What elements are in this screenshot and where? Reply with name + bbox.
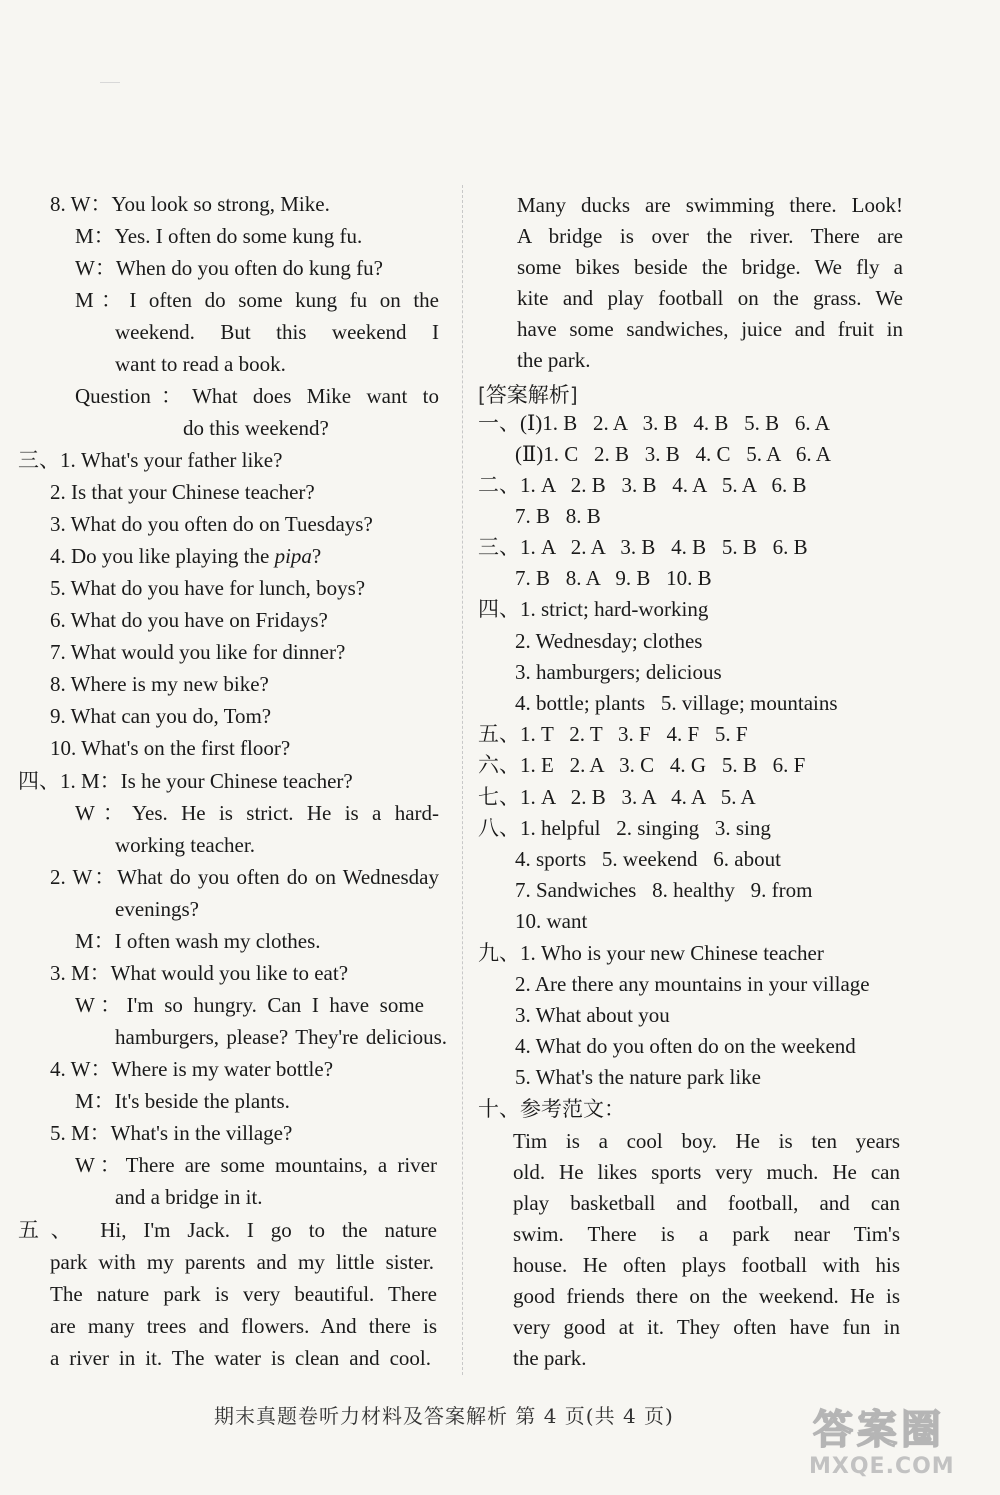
text-line: Question：What does Mike want to <box>75 384 439 408</box>
text-line: W：There are some mountains, a river <box>75 1153 437 1177</box>
answer-line: 3. hamburgers; delicious <box>515 660 722 684</box>
text-line: have some sandwiches, juice and fruit in <box>517 317 903 341</box>
text-line: want to read a book. <box>115 352 286 376</box>
answer-line: 4. What do you often do on the weekend <box>515 1034 856 1058</box>
text-line: 五、 Hi, I'm Jack. I go to the nature <box>18 1218 437 1242</box>
text-line: 10. What's on the first floor? <box>50 736 291 760</box>
answer-line: 十、参考范文： <box>478 1097 625 1121</box>
text-line: M：I often wash my clothes. <box>75 929 321 953</box>
text-line: 9. What can you do, Tom? <box>50 704 272 728</box>
answer-line: 八、1. helpful 2. singing 3. sing <box>478 816 771 840</box>
text-line: 7. What would you like for dinner? <box>50 640 346 664</box>
answer-line: house. He often plays football with his <box>513 1253 900 1277</box>
answer-line: 2. Wednesday; clothes <box>515 629 703 653</box>
text-line: are many trees and flowers. And there is <box>50 1314 437 1338</box>
answer-line: 五、1. T 2. T 3. F 4. F 5. F <box>478 722 748 746</box>
answer-line: 四、1. strict; hard-working <box>478 597 709 621</box>
text-line: 3. What do you often do on Tuesdays? <box>50 512 373 536</box>
answer-line: 九、1. Who is your new Chinese teacher <box>478 941 824 965</box>
answer-line: 5. What's the nature park like <box>515 1065 761 1089</box>
text-line: 四、1. M：Is he your Chinese teacher? <box>18 769 353 793</box>
text-line: and a bridge in it. <box>115 1185 263 1209</box>
answer-line: the park. <box>513 1346 587 1370</box>
bracket-close: ] <box>569 383 578 407</box>
text-line: 5. What do you have for lunch, boys? <box>50 576 366 600</box>
text-line: 3. M：What would you like to eat? <box>50 961 349 985</box>
text-line: evenings? <box>115 897 199 921</box>
answer-line: 4. sports 5. weekend 6. about <box>515 847 781 871</box>
text-line: hamburgers, please? They're delicious. <box>115 1025 447 1049</box>
answer-line: very good at it. They often have fun in <box>513 1315 900 1339</box>
text-line: working teacher. <box>115 833 255 857</box>
answer-line: 7. B 8. B <box>515 504 601 528</box>
answer-line: 一、(Ⅰ)1. B 2. A 3. B 4. B 5. B 6. A <box>478 411 830 435</box>
page-footer: 期末真题卷听力材料及答案解析 第 4 页(共 4 页) <box>214 1404 674 1428</box>
text-line: kite and play football on the grass. We <box>517 286 903 310</box>
bracket-open: [ <box>478 383 486 407</box>
answer-line: 4. bottle; plants 5. village; mountains <box>515 691 838 715</box>
watermark-logo <box>795 1394 995 1490</box>
text-line: some bikes beside the bridge. We fly a <box>517 255 903 279</box>
answer-line: swim. There is a park near Tim's <box>513 1222 900 1246</box>
text-line: 2. W：What do you often do on Wednesday <box>50 865 439 889</box>
text-line: 5. M：What's in the village? <box>50 1121 293 1145</box>
text-line: the park. <box>517 348 591 372</box>
text-line: W：Yes. He is strict. He is a hard- <box>75 801 439 825</box>
text-line: 2. Is that your Chinese teacher? <box>50 480 315 504</box>
text-line: 6. What do you have on Fridays? <box>50 608 328 632</box>
text-line: 8. W：You look so strong, Mike. <box>50 192 330 216</box>
answer-line: 7. B 8. A 9. B 10. B <box>515 566 712 590</box>
text-line: 4. Do you like playing the pipa? <box>50 544 322 568</box>
pipa-italic: pipa <box>274 544 312 568</box>
text-line: M：Yes. I often do some kung fu. <box>75 224 363 248</box>
answer-line: old. He likes sports very much. He can <box>513 1160 900 1184</box>
answer-line: play basketball and football, and can <box>513 1191 900 1215</box>
text-line: The nature park is very beautiful. There <box>50 1282 437 1306</box>
answer-line: 7. Sandwiches 8. healthy 9. from <box>515 878 813 902</box>
watermark-url: MXQE.COM <box>809 1454 955 1479</box>
text-line: do this weekend? <box>183 416 329 440</box>
text-line: 4. W：Where is my water bottle? <box>50 1057 334 1081</box>
text-line: W：I'm so hungry. Can I have some <box>75 993 424 1017</box>
answer-line: Tim is a cool boy. He is ten years <box>513 1129 900 1153</box>
text-line: 8. Where is my new bike? <box>50 672 269 696</box>
answer-line: 2. Are there any mountains in your village <box>515 972 870 996</box>
answer-line: (Ⅱ)1. C 2. B 3. B 4. C 5. A 6. A <box>515 442 831 466</box>
text-line: a river in it. The water is clean and cool. <box>50 1346 431 1370</box>
text-line: M：It's beside the plants. <box>75 1089 290 1113</box>
answer-line: 六、1. E 2. A 3. C 4. G 5. B 6. F <box>478 753 806 777</box>
text-line: park with my parents and my little sister. <box>50 1250 434 1274</box>
watermark-title: 答案圈 <box>813 1407 945 1453</box>
answer-line: 3. What about you <box>515 1003 670 1027</box>
text-line: weekend. But this weekend I <box>115 320 439 344</box>
text-line: Many ducks are swimming there. Look! <box>517 193 903 217</box>
answer-line: 10. want <box>515 909 588 933</box>
answer-analysis-label: 答案解析 <box>485 383 570 407</box>
text-line: M：I often do some kung fu on the <box>75 288 439 312</box>
text-line: A bridge is over the river. There are <box>517 224 903 248</box>
answer-line: 二、1. A 2. B 3. B 4. A 5. A 6. B <box>478 473 807 497</box>
text-line: W：When do you often do kung fu? <box>75 256 383 280</box>
text-line: 三、1. What's your father like? <box>18 448 283 472</box>
answer-line: good friends there on the weekend. He is <box>513 1284 900 1308</box>
answer-line: 三、1. A 2. A 3. B 4. B 5. B 6. B <box>478 535 808 559</box>
answer-line: 七、1. A 2. B 3. A 4. A 5. A <box>478 785 756 809</box>
